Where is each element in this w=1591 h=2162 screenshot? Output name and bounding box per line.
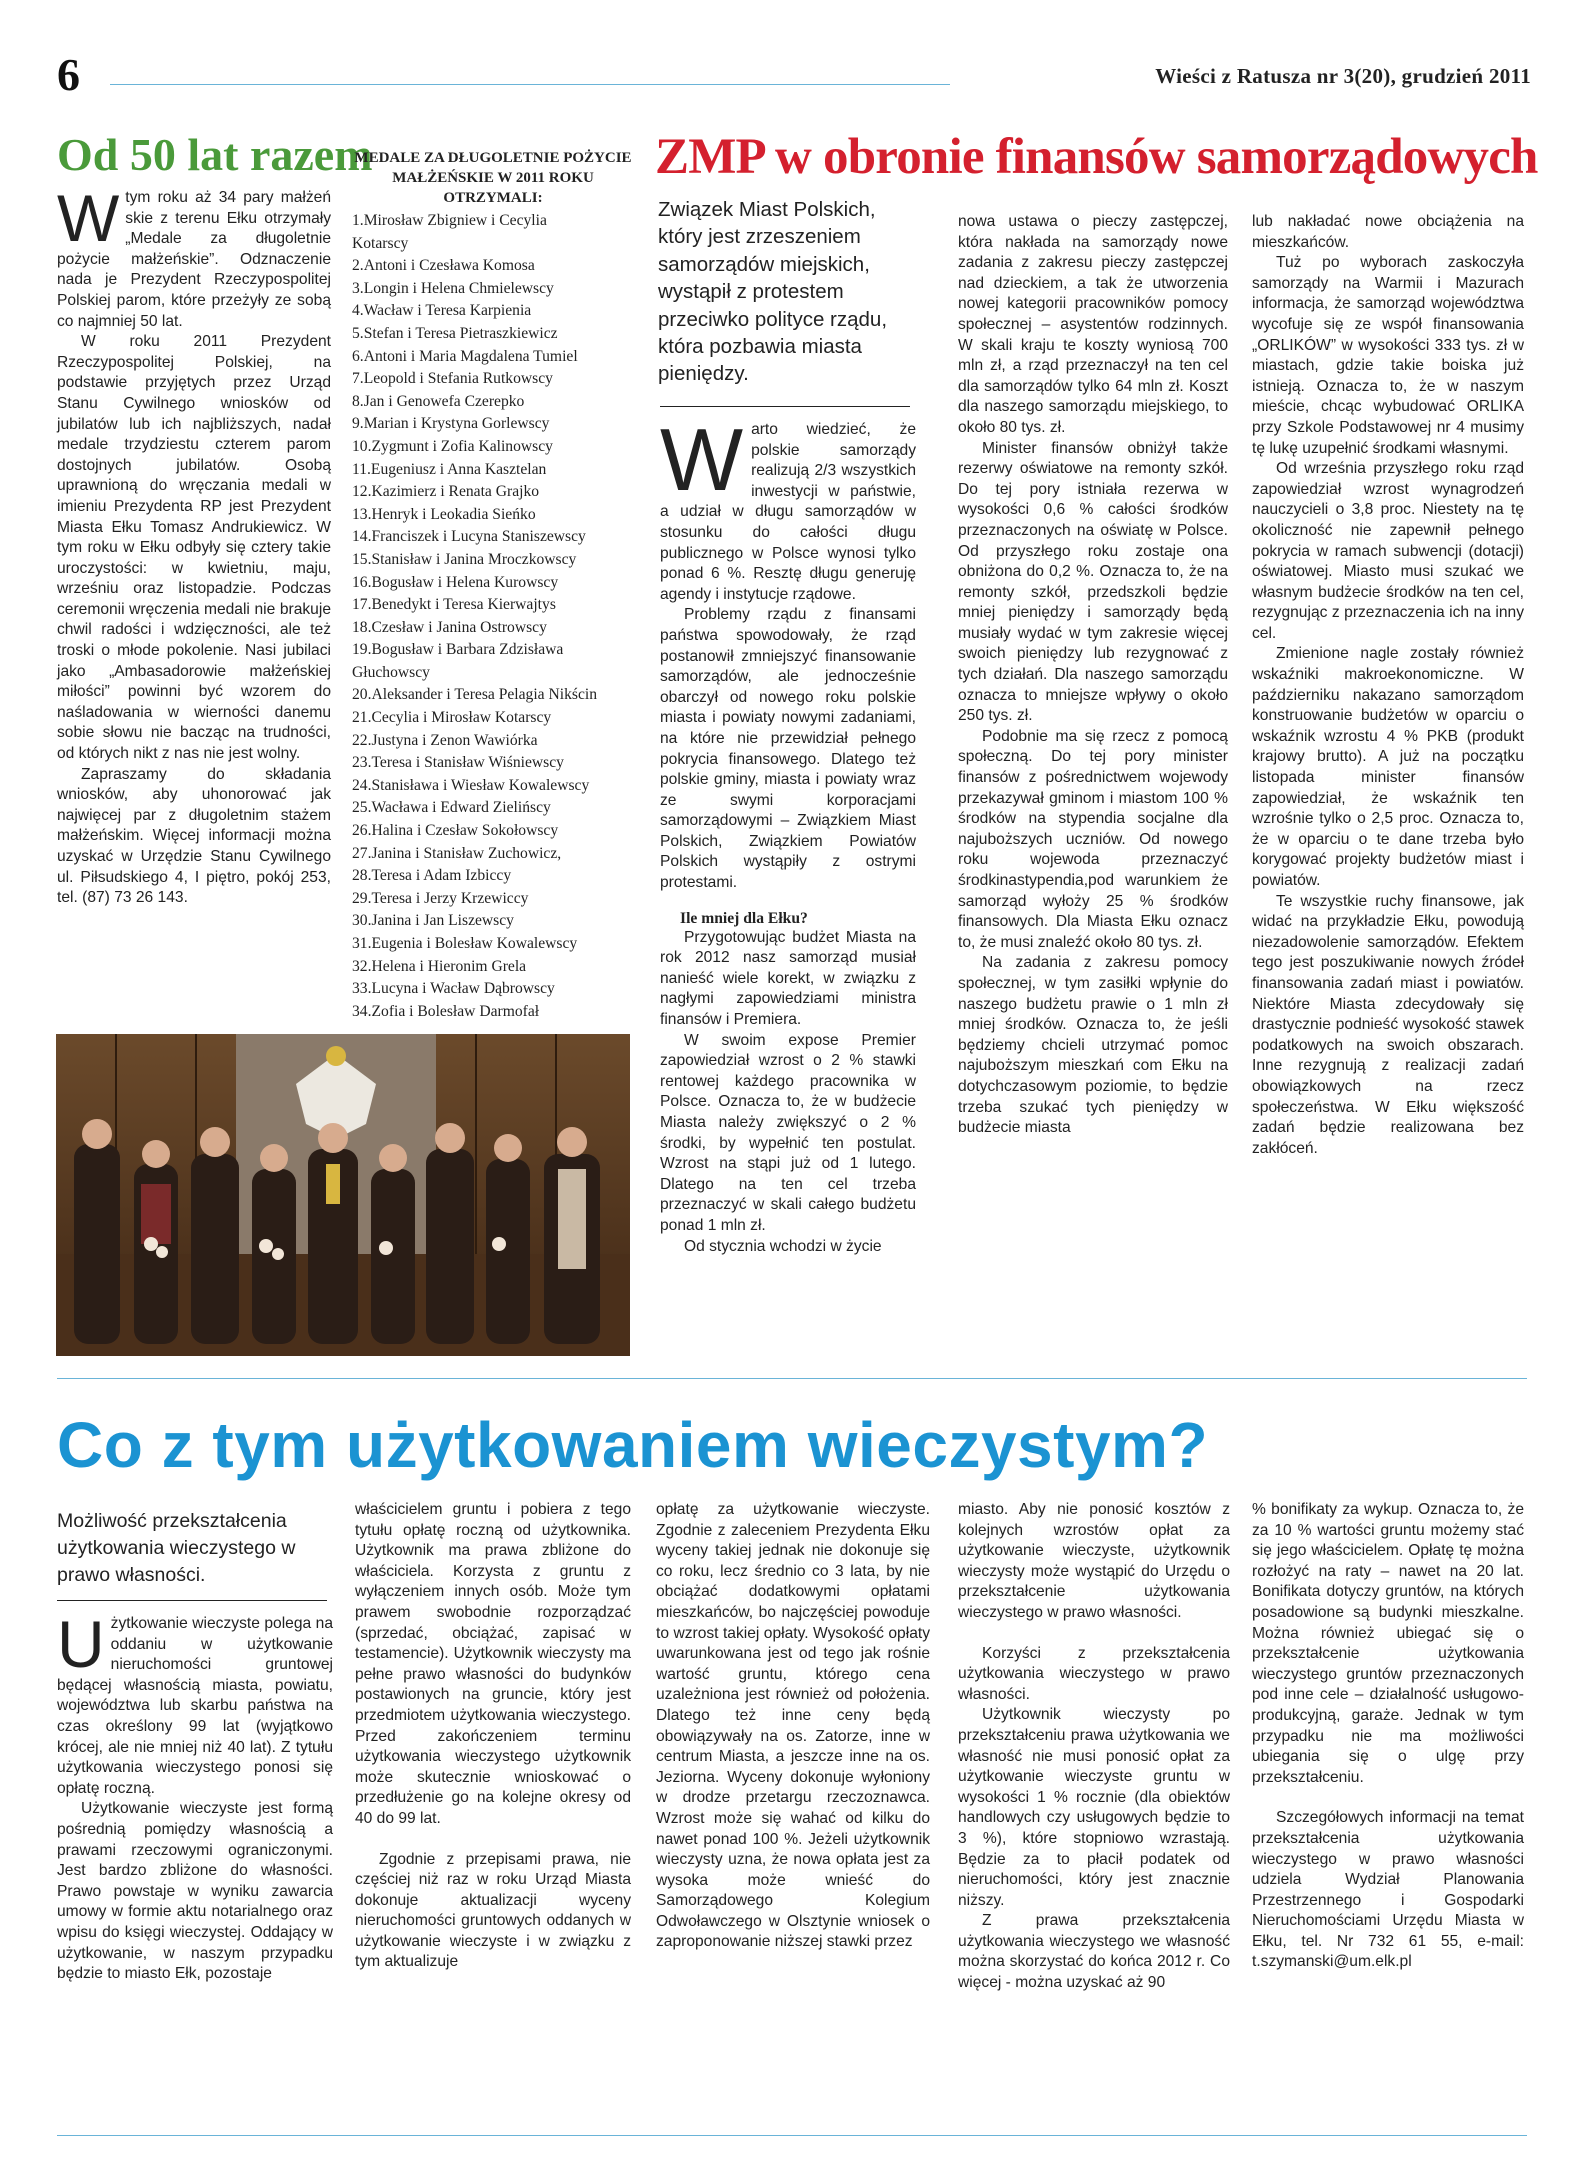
ceremony-photo (56, 1034, 630, 1356)
medal-list-item: 8.Jan i Genowefa Czerepko (352, 392, 525, 410)
medal-list-item: 32.Helena i Hieronim Grela (352, 957, 527, 975)
article-title-50-years: Od 50 lat razem (57, 129, 373, 180)
medal-list-item: 30.Janina i Jan Liszewscy (352, 912, 514, 930)
article-usufruct-column-5 (1252, 1500, 1524, 1973)
lead-rule (660, 406, 910, 407)
medal-list-item: 11.Eugeniusz i Anna Kasztelan (352, 460, 547, 478)
dropcap: U (57, 1607, 105, 1681)
medal-list-item: 21.Cecylia i Mirosław Kotarscy (352, 709, 552, 727)
article-usufruct-lead: Możliwość przekształcenia użytkowania wieczystego w prawo własności. (57, 1510, 296, 1586)
medal-list-item: 26.Halina i Czesław Sokołowscy (352, 822, 559, 840)
medal-list-item: 20.Aleksander i Teresa Pelagia Nikścin (352, 686, 598, 704)
medal-list-item: 7.Leopold i Stefania Rutkowscy (352, 370, 553, 388)
paragraph: Zgodnie z przepisami prawa, nie częściej niż raz w roku Urząd Miasta dokonuje aktualizacji wyceny nieruchomości gruntowych oddanych w użytkowanie wieczyste i w związku z tym aktualizuje (355, 1850, 631, 1971)
article-title-zmp: ZMP w obronie finansów samorządowych (655, 129, 1538, 185)
medal-list-item: 25.Wacława i Edward Zielińscy (352, 799, 551, 817)
paragraph: Zmienione nagle zostały również wskaźniki makroekonomiczne. W październiku nakazano samorządom konstruowanie budżetów w oparciu o wskaźnik wzrostu 4 % PKB (produkt krajowy brutto). A już na początku listopada minister finansów zapowiedział, że wskaźnik ten wzrośnie tylko o 2,5 proc. Oznacza to, że w oparciu o te dane trzeba było korygować projekty budżetów miast i powiatów. (1252, 645, 1524, 889)
medal-list-item: 22.Justyna i Zenon Wawiórka (352, 731, 538, 749)
article-title-usufruct: Co z tym użytkowaniem wieczystym? (57, 1409, 1209, 1481)
medal-list-item: 28.Teresa i Adam Izbiccy (352, 867, 512, 885)
paragraph: nowa ustawa o pieczy zastępczej, która nakłada na samorządy nowe zadania z zakresu pieczy zastępczej nad dzieckiem, a tak że utworzenia nowej kategorii pracowników pomocy społecznej – asystentów rodzinnych. W skali kraju te koszty wyniosą 700 mln zł, a rząd przeznaczył na ten cel dla samorządów tylko 64 mln zł. Koszt dla naszego samorządu miejskiego, to około 80 tys. zł. (958, 213, 1228, 436)
medal-list-item: Głuchowscy (352, 663, 430, 681)
medal-list-item: 31.Eugenia i Bolesław Kowalewscy (352, 935, 578, 952)
article-zmp-lead: Związek Miast Polskich, który jest zrzeszeniem samorządów miejskich, wystąpił z protestem przeciwko polityce rządu, która pozbawia miasta pieniędzy. (658, 198, 888, 386)
paragraph: Problemy rządu z finansami państwa spowodowały, że rząd postanowił zmniejszyć finansowanie samorządów, ale jednocześnie obarczył od nowego roku polskie miasta i powiaty nowymi zadaniami, na które nie przewidział pełnego pokrycia finansowego. Dlatego też polskie gminy, miasta i powiaty wraz ze swymi korporacjami samorządowymi – Związkiem Miast Polskich, Związkiem Powiatów Polskich wystąpiły z ostrymi protestami. (660, 606, 916, 892)
medal-list-item: 19.Bogusław i Barbara Zdzisława (352, 641, 564, 659)
medal-list-item: 13.Henryk i Leokadia Sieńko (352, 505, 536, 523)
paragraph: Te wszystkie ruchy finansowe, jak widać na przykładzie Ełku, powodują niezadowolenie samorządów. Efektem tego jest poszukiwanie nowych źródeł finansowania zadań miast i powiatów. Niektóre Miasta zdecydowały się drastycznie podnieść wysokość stawek podatkowych na swoich obszarach. Inne rezygnują z realizacji zadań obowiązkowych na rzecz społeczeństwa. W Ełku większość zadań będzie realizowana bez zakłóceń. (1252, 892, 1524, 1157)
medal-list-item: 1.Mirosław Zbigniew i Cecylia (352, 212, 547, 229)
paragraph: Tuż po wyborach zaskoczyła samorządy na Warmii i Mazurach informacja, że samorząd województwa wycofuje się ze współ finansowania „ORLIKÓW” w wysokości 333 tys. zł w miastach, gdzie takie boiska już istnieją. Oznacza to, że w naszym mieście, chcąc wybudować ORLIKA przy Szkole Podstawowej nr 4 musimy tę lukę uzupełnić środkami własnymi. (1252, 254, 1524, 457)
medal-list-item: 14.Franciszek i Lucyna Staniszewscy (352, 528, 586, 546)
medal-list-item: 5.Stefan i Teresa Pietraszkiewicz (352, 324, 558, 342)
paragraph: Użytkowanie wieczyste jest formą pośrednią pomiędzy własnością a prawami rzeczowymi ograniczonymi. Jest bardzo zbliżone do własności. Prawo powstaje w wyniku zawarcia umowy w formie aktu notarialnego oraz wpisu do księgi wieczystej. Oddający w użytkowanie, w naszym przypadku będzie to miasto Ełk, pozostaje (57, 1800, 333, 1983)
article-usufruct-column-4 (958, 1500, 1230, 1994)
medal-list (352, 210, 634, 1023)
paragraph: W roku 2011 Prezydent Rzeczypospolitej Polskiej, na podstawie przyjętych przez Urząd Stanu Cywilnego wniosków od jubilatów lub ich najbliższych, nadał medale trzydziestu czterem parom dostojnych jubilatów. Osobą uprawnioną do wręczania medali w imieniu Prezydenta RP jest Prezydent Miasta Ełku Tomasz Andrukiewicz. W tym roku w Ełku odbyły się cztery takie uroczystości: w kwietniu, maju, wrześniu oraz listopadzie. Podczas ceremonii wręczenia medali nie brakuje chwil radości i wdzięczności, ale też troski o młode pokolenie. Nasi jubilaci jako „Ambasadorowie małżeńskiej miłości” powinni być wzorem do naśladowania w wierności danemu sobie słowu nie bacząc na trudności, od których nikt z nas nie jest wolny. (57, 333, 331, 763)
medal-list-item: 24.Stanisława i Wiesław Kowalewscy (352, 776, 590, 794)
paragraph: lub nakładać nowe obciążenia na mieszkańców. (1252, 213, 1524, 251)
article-usufruct-column-1 (57, 1607, 333, 1985)
paragraph: Zapraszamy do składania wniosków, aby uhonorować jak najwięcej par z długoletnim stażem małżeńskim. Więcej informacji można uzyskać w Urzędzie Stanu Cywilnego ul. Piłsudskiego 4, I piętro, pokój 253, tel. (87) 73 26 143. (57, 765, 331, 907)
paragraph: Użytkowanie wieczyste polega na oddaniu w użytkowanie nieruchomości gruntowej będącej własnością miasta, powiatu, województwa lub skarbu państwa na czas określony 99 lat (wyjątkowo krócej, ale nie mniej niż 40 lat). Z tytułu użytkowania wieczystego ponosi się opłatę roczną. (57, 1607, 333, 1797)
medal-list-item: 9.Marian i Krystyna Gorlewscy (352, 415, 550, 433)
medal-list-item: 16.Bogusław i Helena Kurowscy (352, 573, 559, 591)
paragraph: Z prawa przekształcenia użytkowania wieczystego we własność można skorzystać do końca 2012 r. Co więcej - można uzyskać aż 90 (958, 1912, 1230, 1992)
paragraph: Minister finansów obniżył także rezerwy oświatowe na remonty szkół. Do tej pory istniała rezerwa w wysokości 0,6 % całości środków przeznaczonych na oświatę w Polsce. Od przyszłego roku zostaje ona obniżona do 0,2 %. Oznacza to, że na remonty szkół, przedszkoli będzie mniej pieniędzy i samorządy będą musiały wydać w tym zakresie więcej swoich pieniędzy lub rezygnować z tych działań. Dla naszego samorządu oznacza to mniejsze wpływy o około 250 tys. zł. (958, 439, 1228, 725)
medal-list-item: 4.Wacław i Teresa Karpienia (352, 302, 532, 320)
medal-list-item: 10.Zygmunt i Zofia Kalinowscy (352, 437, 553, 455)
publication-title: Wieści z Ratusza nr 3(20), grudzień 2011 (1155, 64, 1531, 88)
dropcap: W (660, 410, 744, 509)
medal-list-item: 17.Benedykt i Teresa Kierwajtys (352, 596, 556, 614)
medal-list-title: MEDALE ZA DŁUGOLETNIE POŻYCIE MAŁŻEŃSKIE W 2011 ROKU OTRZYMALI: (354, 150, 632, 206)
medal-list-item: 12.Kazimierz i Renata Grajko (352, 483, 540, 501)
paragraph: miasto. Aby nie ponosić kosztów z kolejnych wzrostów opłat za użytkowanie wieczyste, użytkownik wieczysty może wystąpić do Urzędu o przekształcenie użytkowania wieczystego w prawo własności. (958, 1501, 1230, 1621)
medal-list-item: 23.Teresa i Stanisław Wiśniewscy (352, 754, 564, 772)
article-zmp-column-3 (1252, 212, 1524, 1159)
paragraph: Użytkownik wieczysty po przekształceniu prawa użytkowania we własność nie musi ponosić opłat za użytkowanie wieczyste gruntu w wysokości 1 % rocznie (dla obiektów handlowych czy usługowych będzie to 3 %), które stopniowo wzrastają. Będzie za to płacił podatek od nieruchomości, który jest znacznie niższy. (958, 1706, 1230, 1909)
section-divider (57, 1378, 1527, 1379)
dropcap: W (57, 181, 120, 255)
paragraph: właścicielem gruntu i pobiera z tego tytułu opłatę roczną od użytkownika. Użytkownik ma prawa zbliżone do właściciela. Korzysta z gruntu z wyłączeniem innych osób. Może tym prawem swobodnie rozporządzać (sprzedać, obciążać, zapisać w testamencie). Użytkownik wieczysty ma pełne prawo własności do budynków postawionych na gruncie, który jest przedmiotem użytkowania wieczystego. Przed zakończeniem terminu użytkowania wieczystego użytkownik może skutecznie wnioskować o przedłużenie go na kolejne okresy od 40 do 99 lat. (355, 1501, 631, 1827)
subheading: Ile mniej dla Ełku? (680, 909, 808, 927)
paragraph: Szczegółowych informacji na temat przekształcenia użytkowania wieczystego w prawo własności udziela Wydział Planowania Przestrzennego i Gospodarki Nieruchomościami Urzędu Miasta w Ełku, tel. Nr 732 61 55, e-mail: t.szymanski@um.elk.pl (1252, 1809, 1524, 1971)
paragraph: Podobnie ma się rzecz z pomocą społeczną. Do tej pory minister finansów z pośrednictwem wojewody przekazywał gminom i miastom 100 % środków na stypendia socjalne dla najuboższych uczniów. Od nowego roku wojewoda przeznaczyć środkinastypendia,pod warunkiem że samorząd wyłoży 25 % środków finansowych. Dla Miasta Ełku oznacz to, że musi znaleźć około 80 tys. zł. (958, 727, 1228, 951)
page-number: 6 (57, 49, 80, 100)
medal-list-item: 3.Longin i Helena Chmielewscy (352, 279, 554, 297)
medal-list-item: 18.Czesław i Janina Ostrowscy (352, 618, 547, 636)
lead-rule (57, 1600, 327, 1601)
medal-list-item: 2.Antoni i Czesława Komosa (352, 257, 535, 275)
article-50-years-body (57, 181, 331, 909)
medal-list-item: 6.Antoni i Maria Magdalena Tumiel (352, 347, 578, 365)
paragraph: W swoim expose Premier zapowiedział wzrost o 2 % stawki rentowej każdego pracownika w Polsce. Oznacza to, że w budżecie Miasta należy zwiększyć o 2 % środki, by wypełnić ten postulat. Wzrost na stąpi już od 1 lutego. Dlatego na ten cel trzeba przeznaczyć w skali całego budżetu ponad 1 mln zł. (660, 1031, 916, 1234)
article-usufruct-column-2 (355, 1500, 631, 1973)
paragraph: Warto wiedzieć, że polskie samorządy realizują 2/3 wszystkich inwestycji w państwie, a udział w długu samorządów w stosunku do całości długu publicznego w Polsce wynosi tylko ponad 6 %. Resztę długu generuję agendy i instytucje rządowe. (660, 410, 916, 603)
medal-list-item: 34.Zofia i Bolesław Darmofał (352, 1002, 540, 1020)
paragraph: Od stycznia wchodzi w życie (684, 1237, 882, 1255)
medal-list-item: 29.Teresa i Jerzy Krzewiccy (352, 889, 529, 907)
paragraph: Korzyści z przekształcenia użytkowania wieczystego w prawo własności. (958, 1644, 1230, 1703)
paragraph: Przygotowując budżet Miasta na rok 2012 nasz samorząd musiał nanieść wiele korekt, w związku z nagłymi zapowiedziami ministra finansów i Premiera. (660, 928, 916, 1029)
medal-recipients-list (352, 148, 634, 1023)
bottom-rule (57, 2135, 1527, 2136)
article-usufruct-column-3 (656, 1500, 930, 1953)
medal-list-item: 15.Stanisław i Janina Mroczkowscy (352, 550, 577, 568)
medal-list-item: Kotarscy (352, 234, 409, 252)
medal-list-item: 27.Janina i Stanisław Zuchowicz, (352, 844, 562, 862)
paragraph: opłatę za użytkowanie wieczyste. Zgodnie z zaleceniem Prezydenta Ełku wyceny takiej jednak nie dokonuje się co roku, lecz średnio co 3 lata, by nie obciążać dodatkowymi opłatami mieszkańców, bo najczęściej powoduje to wzrost takiej opłaty. Wysokość opłaty uwarunkowana jest od tego jak rośnie wartość gruntu, którego cena uzależniona jest również od położenia. Dlatego też inne ceny będą obowiązywały na os. Zatorze, inne w centrum Miasta, a jeszcze inne na os. Jeziorna. Wyceny dokonuje wyłoniony w drodze przetargu rzeczoznawca. Wzrost może się wahać od kilku do nawet ponad 100 %. Jeżeli użytkownik wieczysty uzna, że nowa opłata jest za wysoka może wnieść do Samorządowego Kolegium Odwoławczego w Olsztynie wniosek o zaproponowanie niższej stawki przez (656, 1501, 930, 1951)
paragraph: Wtym roku aż 34 pary małżeń skie z terenu Ełku otrzymały „Medale za długoletnie pożycie małżeńskie”. Odznaczenie nada je Prezydent Rzeczypospolitej Polskiej parom, które przeżyły ze sobą co najmniej 50 lat. (57, 181, 331, 330)
article-zmp-column-2 (958, 212, 1228, 1139)
paragraph: Od września przyszłego roku rząd zapowiedział wzrost wynagrodzeń nauczycieli o 3,8 proc. Niestety na tę okoliczność nie zapewnił pełnego pokrycia w ramach subwencji (dotacji) oświatowej. Miasto musi szukać we własnym budżecie środków na ten cel, rezygnując z przeznaczenia ich na inny cel. (1252, 460, 1524, 642)
paragraph: % bonifikaty za wykup. Oznacza to, że za 10 % wartości gruntu możemy stać się jego właścicielem. Opłatę tę można rozłożyć na raty – nawet na 20 lat. Bonifikata dotyczy gruntów, na których posadowione są budynki mieszkalne. Można również ubiegać się o przekształcenie użytkowania wieczystego gruntów przeznaczonych pod inne cele – działalność usługowo-produkcyjną, garaże. Jednak w tym przypadku nie ma możliwości ubiegania się o ulgę przy przekształceniu. (1252, 1501, 1524, 1786)
article-zmp-column-1 (660, 410, 916, 1257)
header-rule (110, 84, 950, 85)
paragraph: Na zadania z zakresu pomocy społecznej, w tym zasiłki wpłynie do naszego budżetu prawie o 1 mln zł mniej środków. Oznacza to, że jeśli będziemy chcieli utrzymać pomoc najuboższym mieszkań com Ełku na dotychczasowym poziomie, to będzie trzeba szukać tych pieniędzy w budżecie miasta (958, 954, 1228, 1137)
medal-list-item: 33.Lucyna i Wacław Dąbrowscy (352, 980, 555, 998)
